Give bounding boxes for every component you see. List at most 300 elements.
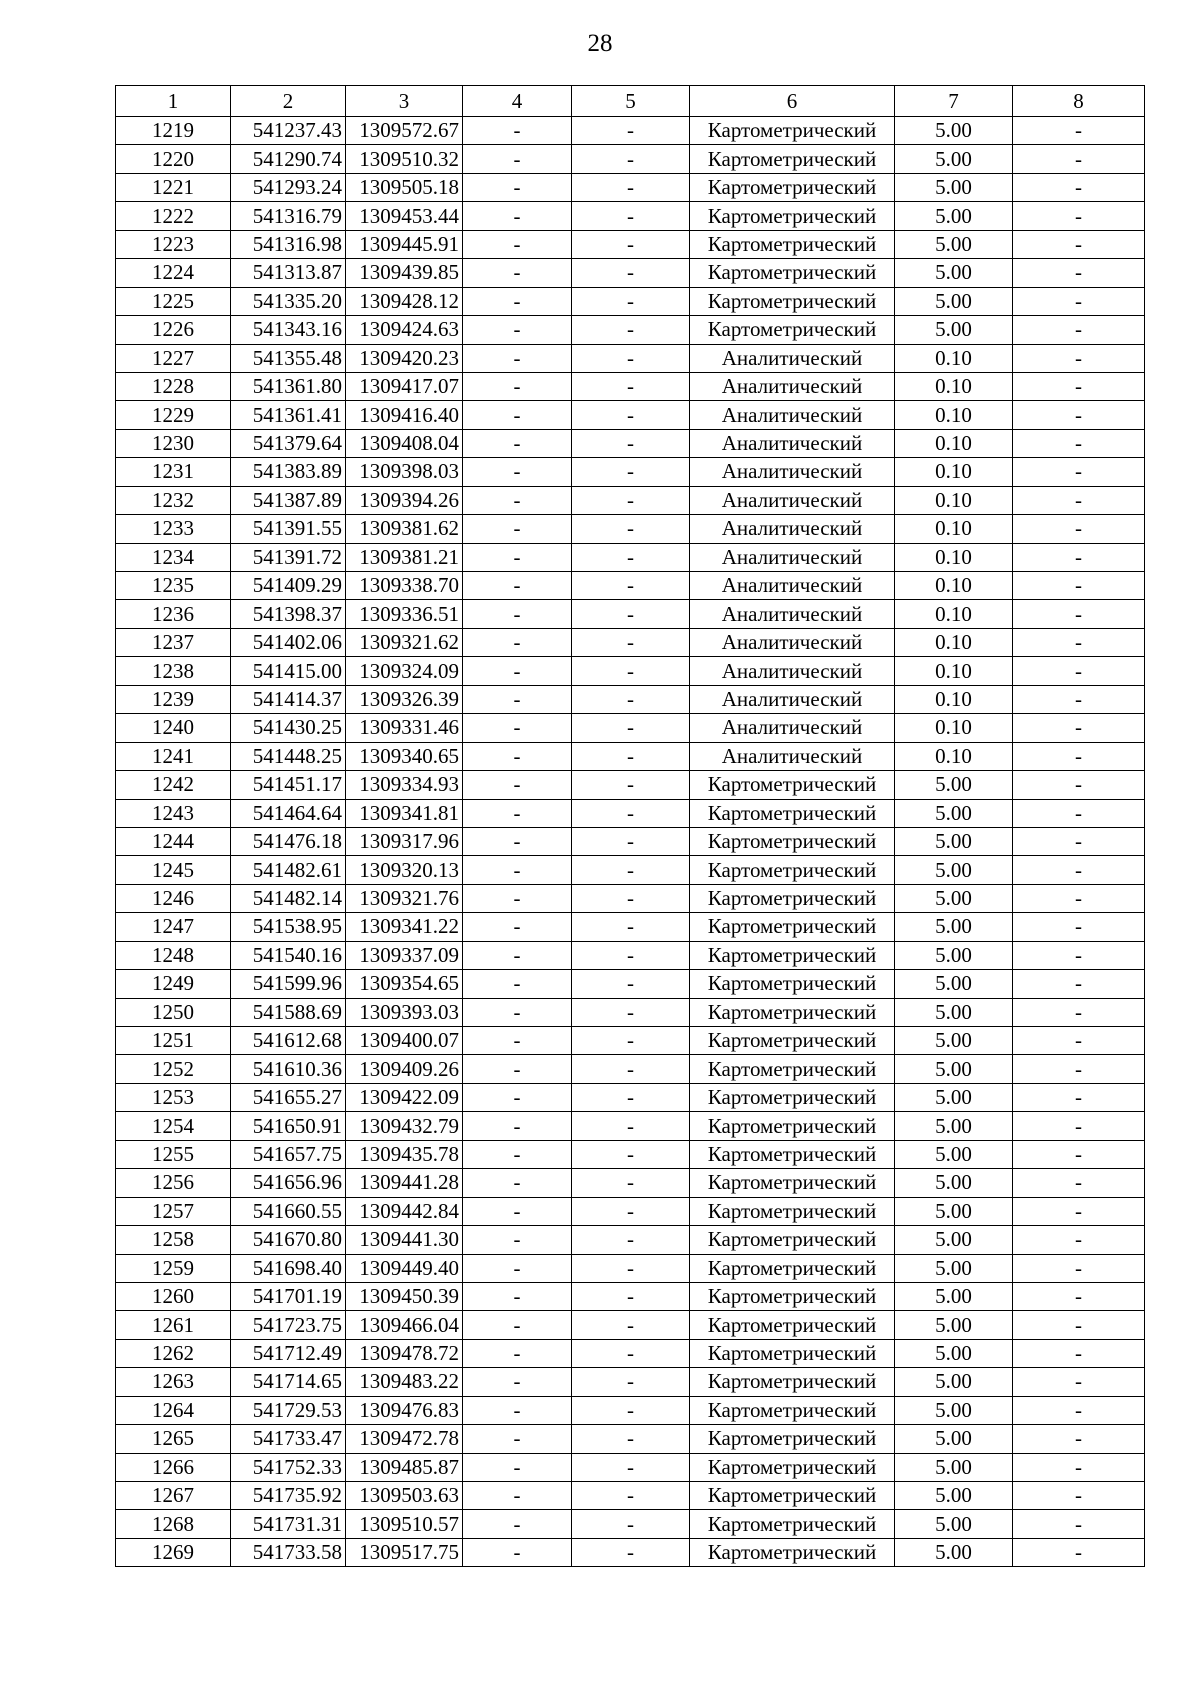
accuracy-cell: 5.00 (895, 1112, 1013, 1140)
x-coordinate-cell: 541735.92 (231, 1482, 346, 1510)
point-number-cell: 1256 (116, 1169, 231, 1197)
column-5-cell: - (572, 1226, 690, 1254)
y-coordinate-cell: 1309341.22 (346, 913, 463, 941)
column-8-cell: - (1013, 543, 1145, 571)
column-8-cell: - (1013, 486, 1145, 514)
table-row (116, 714, 1145, 742)
table-row (116, 1083, 1145, 1111)
x-coordinate-cell: 541712.49 (231, 1339, 346, 1367)
y-coordinate-cell: 1309517.75 (346, 1538, 463, 1566)
column-4-cell: - (463, 1254, 572, 1282)
method-cell: Аналитический (690, 344, 895, 372)
accuracy-cell: 0.10 (895, 401, 1013, 429)
column-4-cell: - (463, 1027, 572, 1055)
table-row (116, 1027, 1145, 1055)
accuracy-cell: 5.00 (895, 1396, 1013, 1424)
y-coordinate-cell: 1309442.84 (346, 1197, 463, 1225)
y-coordinate-cell: 1309340.65 (346, 742, 463, 770)
method-cell: Аналитический (690, 515, 895, 543)
table-row (116, 173, 1145, 201)
table-row (116, 1425, 1145, 1453)
x-coordinate-cell: 541290.74 (231, 145, 346, 173)
y-coordinate-cell: 1309441.30 (346, 1226, 463, 1254)
column-5-cell: - (572, 856, 690, 884)
method-cell: Аналитический (690, 572, 895, 600)
y-coordinate-cell: 1309337.09 (346, 941, 463, 969)
column-4-cell: - (463, 1311, 572, 1339)
accuracy-cell: 5.00 (895, 316, 1013, 344)
point-number-cell: 1234 (116, 543, 231, 571)
point-number-cell: 1229 (116, 401, 231, 429)
column-4-cell: - (463, 344, 572, 372)
column-5-cell: - (572, 827, 690, 855)
table-row (116, 799, 1145, 827)
y-coordinate-cell: 1309510.57 (346, 1510, 463, 1538)
column-4-cell: - (463, 316, 572, 344)
x-coordinate-cell: 541451.17 (231, 771, 346, 799)
x-coordinate-cell: 541729.53 (231, 1396, 346, 1424)
method-cell: Картометрический (690, 1197, 895, 1225)
column-5-cell: - (572, 884, 690, 912)
table-body (116, 117, 1145, 1567)
accuracy-cell: 5.00 (895, 1254, 1013, 1282)
column-8-cell: - (1013, 856, 1145, 884)
column-4-cell: - (463, 1055, 572, 1083)
column-4-cell: - (463, 827, 572, 855)
y-coordinate-cell: 1309381.62 (346, 515, 463, 543)
column-4-cell: - (463, 173, 572, 201)
column-5-cell: - (572, 1311, 690, 1339)
table-row (116, 117, 1145, 145)
column-4-cell: - (463, 913, 572, 941)
column-8-cell: - (1013, 1368, 1145, 1396)
accuracy-cell: 5.00 (895, 941, 1013, 969)
column-8-cell: - (1013, 1226, 1145, 1254)
table-row (116, 1140, 1145, 1168)
accuracy-cell: 5.00 (895, 970, 1013, 998)
y-coordinate-cell: 1309400.07 (346, 1027, 463, 1055)
point-number-cell: 1220 (116, 145, 231, 173)
x-coordinate-cell: 541670.80 (231, 1226, 346, 1254)
y-coordinate-cell: 1309424.63 (346, 316, 463, 344)
method-cell: Картометрический (690, 1226, 895, 1254)
column-5-cell: - (572, 1339, 690, 1367)
column-header: 8 (1013, 86, 1145, 117)
table-row (116, 771, 1145, 799)
column-5-cell: - (572, 628, 690, 656)
column-4-cell: - (463, 714, 572, 742)
table-row (116, 515, 1145, 543)
column-5-cell: - (572, 259, 690, 287)
point-number-cell: 1221 (116, 173, 231, 201)
x-coordinate-cell: 541414.37 (231, 685, 346, 713)
column-5-cell: - (572, 1282, 690, 1310)
column-8-cell: - (1013, 1339, 1145, 1367)
x-coordinate-cell: 541733.47 (231, 1425, 346, 1453)
column-header: 3 (346, 86, 463, 117)
y-coordinate-cell: 1309393.03 (346, 998, 463, 1026)
y-coordinate-cell: 1309572.67 (346, 117, 463, 145)
x-coordinate-cell: 541752.33 (231, 1453, 346, 1481)
column-8-cell: - (1013, 1453, 1145, 1481)
method-cell: Картометрический (690, 1538, 895, 1566)
method-cell: Аналитический (690, 714, 895, 742)
column-4-cell: - (463, 1169, 572, 1197)
method-cell: Аналитический (690, 486, 895, 514)
y-coordinate-cell: 1309398.03 (346, 458, 463, 486)
column-5-cell: - (572, 230, 690, 258)
x-coordinate-cell: 541482.61 (231, 856, 346, 884)
column-5-cell: - (572, 657, 690, 685)
method-cell: Картометрический (690, 173, 895, 201)
table-row (116, 742, 1145, 770)
x-coordinate-cell: 541313.87 (231, 259, 346, 287)
column-4-cell: - (463, 230, 572, 258)
column-8-cell: - (1013, 1027, 1145, 1055)
point-number-cell: 1261 (116, 1311, 231, 1339)
accuracy-cell: 5.00 (895, 998, 1013, 1026)
column-8-cell: - (1013, 372, 1145, 400)
column-4-cell: - (463, 572, 572, 600)
method-cell: Картометрический (690, 970, 895, 998)
column-8-cell: - (1013, 1510, 1145, 1538)
accuracy-cell: 5.00 (895, 1453, 1013, 1481)
accuracy-cell: 5.00 (895, 145, 1013, 173)
column-4-cell: - (463, 1510, 572, 1538)
method-cell: Картометрический (690, 1425, 895, 1453)
x-coordinate-cell: 541701.19 (231, 1282, 346, 1310)
column-4-cell: - (463, 856, 572, 884)
column-8-cell: - (1013, 742, 1145, 770)
column-5-cell: - (572, 1055, 690, 1083)
y-coordinate-cell: 1309334.93 (346, 771, 463, 799)
column-4-cell: - (463, 401, 572, 429)
point-number-cell: 1250 (116, 998, 231, 1026)
x-coordinate-cell: 541430.25 (231, 714, 346, 742)
column-8-cell: - (1013, 287, 1145, 315)
point-number-cell: 1225 (116, 287, 231, 315)
method-cell: Аналитический (690, 372, 895, 400)
column-8-cell: - (1013, 913, 1145, 941)
column-5-cell: - (572, 714, 690, 742)
column-4-cell: - (463, 486, 572, 514)
column-4-cell: - (463, 1538, 572, 1566)
accuracy-cell: 0.10 (895, 600, 1013, 628)
column-4-cell: - (463, 628, 572, 656)
method-cell: Картометрический (690, 1368, 895, 1396)
table-row (116, 458, 1145, 486)
column-4-cell: - (463, 657, 572, 685)
x-coordinate-cell: 541343.16 (231, 316, 346, 344)
point-number-cell: 1230 (116, 429, 231, 457)
accuracy-cell: 5.00 (895, 1083, 1013, 1111)
x-coordinate-cell: 541464.64 (231, 799, 346, 827)
table-row (116, 230, 1145, 258)
x-coordinate-cell: 541660.55 (231, 1197, 346, 1225)
column-8-cell: - (1013, 1169, 1145, 1197)
column-8-cell: - (1013, 145, 1145, 173)
column-5-cell: - (572, 799, 690, 827)
column-4-cell: - (463, 998, 572, 1026)
column-header: 2 (231, 86, 346, 117)
column-5-cell: - (572, 1396, 690, 1424)
y-coordinate-cell: 1309445.91 (346, 230, 463, 258)
accuracy-cell: 5.00 (895, 1311, 1013, 1339)
column-4-cell: - (463, 1112, 572, 1140)
point-number-cell: 1242 (116, 771, 231, 799)
method-cell: Картометрический (690, 1254, 895, 1282)
table-row (116, 1510, 1145, 1538)
y-coordinate-cell: 1309435.78 (346, 1140, 463, 1168)
column-5-cell: - (572, 287, 690, 315)
column-5-cell: - (572, 998, 690, 1026)
table-row (116, 1169, 1145, 1197)
column-8-cell: - (1013, 1055, 1145, 1083)
method-cell: Аналитический (690, 543, 895, 571)
point-number-cell: 1233 (116, 515, 231, 543)
table-row (116, 259, 1145, 287)
table-row (116, 600, 1145, 628)
x-coordinate-cell: 541379.64 (231, 429, 346, 457)
point-number-cell: 1262 (116, 1339, 231, 1367)
method-cell: Картометрический (690, 1083, 895, 1111)
method-cell: Картометрический (690, 856, 895, 884)
column-8-cell: - (1013, 685, 1145, 713)
column-8-cell: - (1013, 1425, 1145, 1453)
point-number-cell: 1260 (116, 1282, 231, 1310)
x-coordinate-cell: 541448.25 (231, 742, 346, 770)
column-4-cell: - (463, 202, 572, 230)
point-number-cell: 1223 (116, 230, 231, 258)
y-coordinate-cell: 1309321.62 (346, 628, 463, 656)
x-coordinate-cell: 541733.58 (231, 1538, 346, 1566)
table-row (116, 1482, 1145, 1510)
column-header: 4 (463, 86, 572, 117)
table-row (116, 998, 1145, 1026)
column-header: 7 (895, 86, 1013, 117)
accuracy-cell: 5.00 (895, 1538, 1013, 1566)
accuracy-cell: 5.00 (895, 799, 1013, 827)
y-coordinate-cell: 1309441.28 (346, 1169, 463, 1197)
y-coordinate-cell: 1309416.40 (346, 401, 463, 429)
column-4-cell: - (463, 429, 572, 457)
x-coordinate-cell: 541391.72 (231, 543, 346, 571)
y-coordinate-cell: 1309317.96 (346, 827, 463, 855)
method-cell: Картометрический (690, 1169, 895, 1197)
method-cell: Картометрический (690, 1311, 895, 1339)
y-coordinate-cell: 1309336.51 (346, 600, 463, 628)
column-8-cell: - (1013, 970, 1145, 998)
table-row (116, 1112, 1145, 1140)
point-number-cell: 1228 (116, 372, 231, 400)
x-coordinate-cell: 541476.18 (231, 827, 346, 855)
x-coordinate-cell: 541361.80 (231, 372, 346, 400)
accuracy-cell: 5.00 (895, 1027, 1013, 1055)
method-cell: Аналитический (690, 685, 895, 713)
column-4-cell: - (463, 1396, 572, 1424)
column-5-cell: - (572, 685, 690, 713)
accuracy-cell: 5.00 (895, 1140, 1013, 1168)
column-8-cell: - (1013, 1140, 1145, 1168)
table-row (116, 543, 1145, 571)
x-coordinate-cell: 541656.96 (231, 1169, 346, 1197)
y-coordinate-cell: 1309338.70 (346, 572, 463, 600)
method-cell: Аналитический (690, 742, 895, 770)
column-5-cell: - (572, 401, 690, 429)
table-row (116, 1282, 1145, 1310)
column-5-cell: - (572, 742, 690, 770)
point-number-cell: 1247 (116, 913, 231, 941)
column-8-cell: - (1013, 941, 1145, 969)
coordinates-table (115, 85, 1145, 1567)
column-8-cell: - (1013, 1396, 1145, 1424)
accuracy-cell: 0.10 (895, 372, 1013, 400)
y-coordinate-cell: 1309449.40 (346, 1254, 463, 1282)
point-number-cell: 1238 (116, 657, 231, 685)
column-5-cell: - (572, 1112, 690, 1140)
column-5-cell: - (572, 316, 690, 344)
x-coordinate-cell: 541402.06 (231, 628, 346, 656)
column-5-cell: - (572, 913, 690, 941)
accuracy-cell: 0.10 (895, 515, 1013, 543)
method-cell: Аналитический (690, 657, 895, 685)
column-4-cell: - (463, 259, 572, 287)
point-number-cell: 1263 (116, 1368, 231, 1396)
column-4-cell: - (463, 543, 572, 571)
table-row (116, 628, 1145, 656)
column-header: 1 (116, 86, 231, 117)
accuracy-cell: 5.00 (895, 1282, 1013, 1310)
column-5-cell: - (572, 941, 690, 969)
table-row (116, 1254, 1145, 1282)
x-coordinate-cell: 541415.00 (231, 657, 346, 685)
column-8-cell: - (1013, 117, 1145, 145)
method-cell: Картометрический (690, 1453, 895, 1481)
y-coordinate-cell: 1309324.09 (346, 657, 463, 685)
x-coordinate-cell: 541316.79 (231, 202, 346, 230)
column-5-cell: - (572, 771, 690, 799)
x-coordinate-cell: 541398.37 (231, 600, 346, 628)
column-8-cell: - (1013, 884, 1145, 912)
method-cell: Картометрический (690, 1112, 895, 1140)
column-4-cell: - (463, 458, 572, 486)
column-4-cell: - (463, 799, 572, 827)
y-coordinate-cell: 1309381.21 (346, 543, 463, 571)
column-5-cell: - (572, 1368, 690, 1396)
table-row (116, 1226, 1145, 1254)
point-number-cell: 1224 (116, 259, 231, 287)
column-8-cell: - (1013, 1538, 1145, 1566)
point-number-cell: 1240 (116, 714, 231, 742)
point-number-cell: 1246 (116, 884, 231, 912)
method-cell: Картометрический (690, 1282, 895, 1310)
column-5-cell: - (572, 543, 690, 571)
point-number-cell: 1265 (116, 1425, 231, 1453)
column-4-cell: - (463, 1482, 572, 1510)
method-cell: Картометрический (690, 287, 895, 315)
accuracy-cell: 0.10 (895, 714, 1013, 742)
column-8-cell: - (1013, 799, 1145, 827)
table-row (116, 1453, 1145, 1481)
point-number-cell: 1252 (116, 1055, 231, 1083)
column-4-cell: - (463, 287, 572, 315)
table-row (116, 1396, 1145, 1424)
y-coordinate-cell: 1309417.07 (346, 372, 463, 400)
column-5-cell: - (572, 1140, 690, 1168)
table-row (116, 316, 1145, 344)
y-coordinate-cell: 1309439.85 (346, 259, 463, 287)
y-coordinate-cell: 1309341.81 (346, 799, 463, 827)
method-cell: Картометрический (690, 1140, 895, 1168)
table-row (116, 1538, 1145, 1566)
column-5-cell: - (572, 1538, 690, 1566)
method-cell: Аналитический (690, 401, 895, 429)
accuracy-cell: 5.00 (895, 230, 1013, 258)
column-4-cell: - (463, 1368, 572, 1396)
column-4-cell: - (463, 941, 572, 969)
point-number-cell: 1241 (116, 742, 231, 770)
column-4-cell: - (463, 1140, 572, 1168)
accuracy-cell: 5.00 (895, 884, 1013, 912)
column-8-cell: - (1013, 600, 1145, 628)
point-number-cell: 1248 (116, 941, 231, 969)
column-5-cell: - (572, 372, 690, 400)
y-coordinate-cell: 1309503.63 (346, 1482, 463, 1510)
accuracy-cell: 5.00 (895, 117, 1013, 145)
accuracy-cell: 0.10 (895, 628, 1013, 656)
column-4-cell: - (463, 771, 572, 799)
y-coordinate-cell: 1309485.87 (346, 1453, 463, 1481)
point-number-cell: 1267 (116, 1482, 231, 1510)
column-5-cell: - (572, 515, 690, 543)
column-8-cell: - (1013, 628, 1145, 656)
accuracy-cell: 0.10 (895, 344, 1013, 372)
accuracy-cell: 5.00 (895, 1055, 1013, 1083)
column-8-cell: - (1013, 202, 1145, 230)
point-number-cell: 1258 (116, 1226, 231, 1254)
method-cell: Картометрический (690, 1510, 895, 1538)
x-coordinate-cell: 541540.16 (231, 941, 346, 969)
y-coordinate-cell: 1309450.39 (346, 1282, 463, 1310)
y-coordinate-cell: 1309505.18 (346, 173, 463, 201)
column-4-cell: - (463, 145, 572, 173)
column-8-cell: - (1013, 344, 1145, 372)
method-cell: Картометрический (690, 1396, 895, 1424)
method-cell: Картометрический (690, 202, 895, 230)
method-cell: Картометрический (690, 998, 895, 1026)
point-number-cell: 1269 (116, 1538, 231, 1566)
column-4-cell: - (463, 970, 572, 998)
table-row (116, 1339, 1145, 1367)
y-coordinate-cell: 1309394.26 (346, 486, 463, 514)
method-cell: Картометрический (690, 913, 895, 941)
accuracy-cell: 5.00 (895, 1425, 1013, 1453)
accuracy-cell: 5.00 (895, 913, 1013, 941)
accuracy-cell: 5.00 (895, 1339, 1013, 1367)
column-5-cell: - (572, 1197, 690, 1225)
column-5-cell: - (572, 572, 690, 600)
x-coordinate-cell: 541355.48 (231, 344, 346, 372)
column-5-cell: - (572, 1453, 690, 1481)
x-coordinate-cell: 541387.89 (231, 486, 346, 514)
table-row (116, 145, 1145, 173)
method-cell: Картометрический (690, 884, 895, 912)
accuracy-cell: 5.00 (895, 287, 1013, 315)
column-8-cell: - (1013, 316, 1145, 344)
y-coordinate-cell: 1309420.23 (346, 344, 463, 372)
x-coordinate-cell: 541650.91 (231, 1112, 346, 1140)
column-8-cell: - (1013, 230, 1145, 258)
